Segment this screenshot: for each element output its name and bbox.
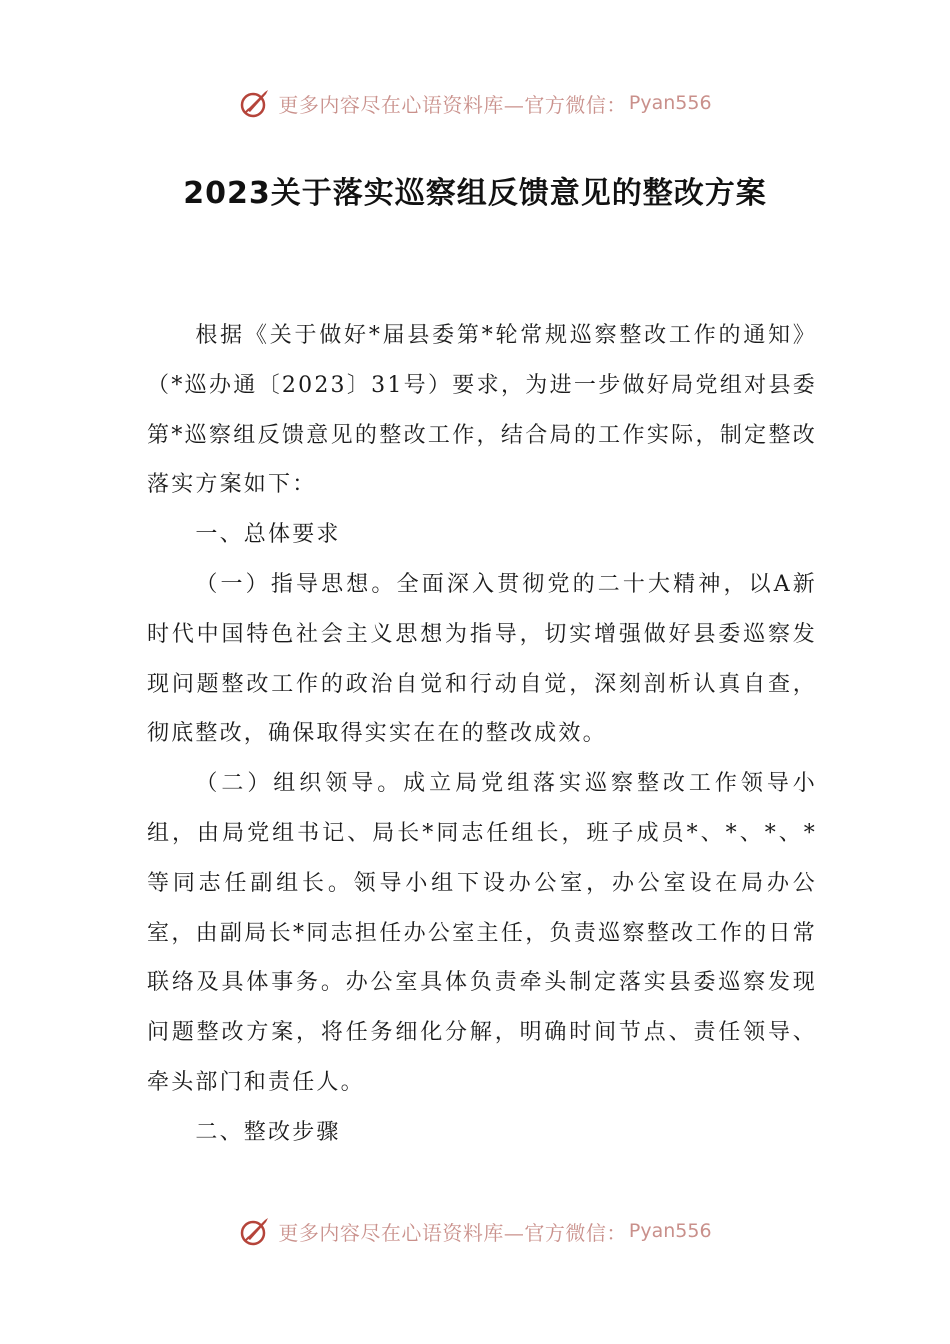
organization-paragraph: （二）组织领导。成立局党组落实巡察整改工作领导小组，由局党组书记、局长*同志任组长，班子成员*、*、*、*等同志任副组长。领导小组下设办公室，办公室设在局办公室，由副局长*同志担任办公室主任，负责巡察整改工作的日常联络及具体事务。办公室具体负责牵头制定落实县委巡察发现问题整改方案，将任务细化分解，明确时间节点、责任领导、牵头部门和责任人。 — [147, 771, 817, 1095]
header-watermark — [0, 83, 950, 123]
watermark-text: 更多内容尽在心语资料库—官方微信： — [278, 1220, 627, 1245]
document-body — [147, 311, 817, 1158]
footer-watermark — [0, 1211, 950, 1251]
guiding-thought-paragraph: （一）指导思想。全面深入贯彻党的二十大精神，以A新时代中国特色社会主义思想为指导，切实增强做好县委巡察发现问题整改工作的政治自觉和行动自觉，深刻剖析认真自查，彻底整改，确保取得实实在在的整改成效。 — [147, 571, 817, 747]
quill-logo-icon — [238, 1214, 272, 1248]
document-title: 2023关于落实巡察组反馈意见的整改方案 — [183, 176, 767, 211]
watermark-text: 更多内容尽在心语资料库—官方微信： — [278, 92, 627, 117]
intro-paragraph: 根据《关于做好*届县委第*轮常规巡察整改工作的通知》（*巡办通〔2023〕31号）要求，为进一步做好局党组对县委第*巡察组反馈意见的整改工作，结合局的工作实际，制定整改落实方案如下： — [147, 323, 817, 498]
watermark-wechat-id: Pyan556 — [628, 1220, 712, 1242]
quill-logo-icon — [238, 86, 272, 120]
watermark-wechat-id: Pyan556 — [628, 92, 712, 114]
section-heading-1: 一、总体要求 — [195, 522, 341, 548]
section-heading-2: 二、整改步骤 — [195, 1119, 341, 1145]
